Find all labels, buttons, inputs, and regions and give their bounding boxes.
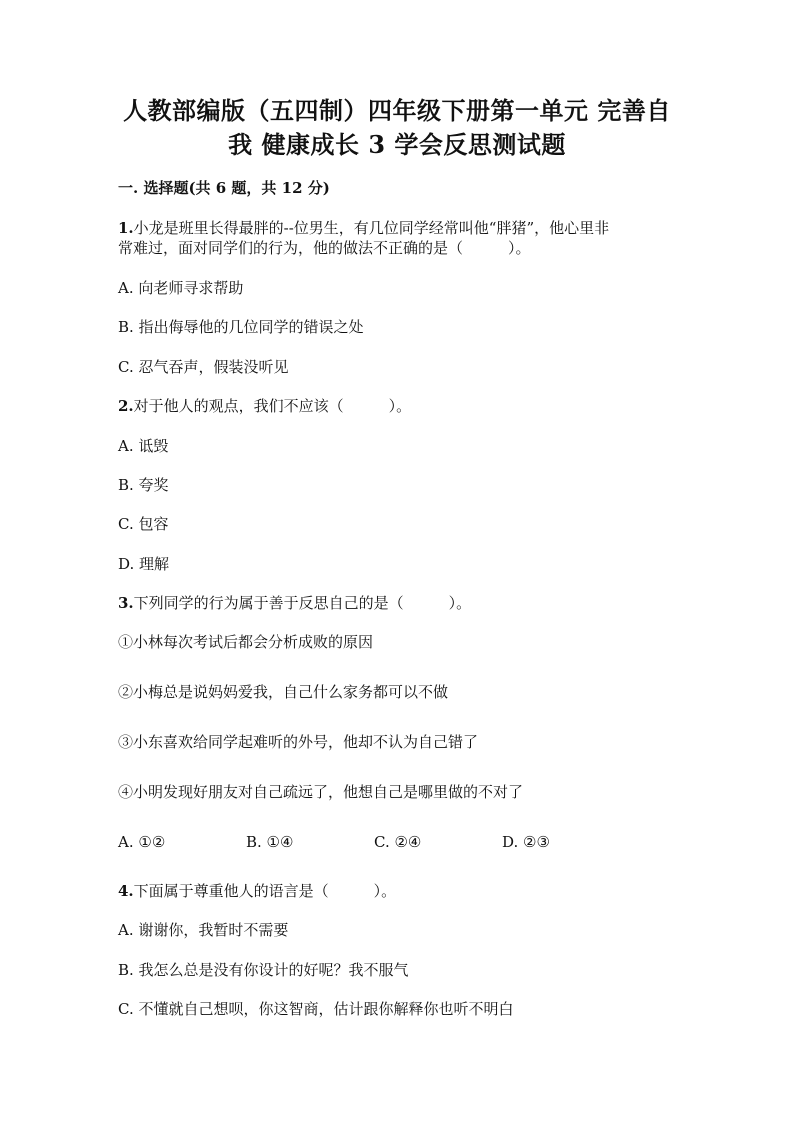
section-heading: 一. 选择题(共 6 题，共 12 分): [118, 179, 330, 197]
question-text: 下面属于尊重他人的语言是（ ）。: [133, 882, 397, 900]
q3-option-c: C. ②④: [374, 833, 422, 851]
page-title-line-1: 人教部编版（五四制）四年级下册第一单元 完善自: [123, 96, 671, 125]
q3-statement-3: ③小东喜欢给同学起难听的外号，他却不认为自己错了: [118, 733, 479, 751]
q1-option-a: A. 向老师寻求帮助: [118, 279, 244, 297]
question-text: 对于他人的观点，我们不应该（ ）。: [133, 397, 412, 415]
q3-options-row: [118, 832, 678, 852]
q3-option-d: D. ②③: [502, 833, 550, 851]
question-text: 下列同学的行为属于善于反思自己的是（ ）。: [133, 594, 472, 612]
q2-option-a: A. 诋毁: [118, 437, 169, 455]
question-1-line-1: [118, 218, 609, 238]
q2-option-b: B. 夸奖: [118, 476, 169, 494]
q3-option-a: A. ①②: [118, 833, 166, 851]
question-number: 2.: [118, 397, 134, 415]
page-title-line-2: 我 健康成长 3 学会反思测试题: [228, 130, 566, 159]
q1-option-b: B. 指出侮辱他的几位同学的错误之处: [118, 318, 364, 336]
q2-option-d: D. 理解: [118, 555, 170, 573]
question-1-line-2: 常难过，面对同学们的行为，他的做法不正确的是（ ）。: [118, 239, 531, 257]
question-number: 4.: [118, 882, 134, 900]
question-number: 3.: [118, 594, 134, 612]
q2-option-c: C. 包容: [118, 515, 169, 533]
q3-statement-2: ②小梅总是说妈妈爱我，自己什么家务都可以不做: [118, 683, 449, 701]
q3-option-b: B. ①④: [246, 833, 294, 851]
question-4-line-1: [118, 881, 396, 901]
q4-option-b: B. 我怎么总是没有你设计的好呢？我不服气: [118, 961, 409, 979]
question-text: 小龙是班里长得最胖的--位男生，有几位同学经常叫他“胖猪”，他心里非: [133, 219, 610, 237]
q4-option-a: A. 谢谢你，我暂时不需要: [118, 921, 289, 939]
question-number: 1.: [118, 219, 134, 237]
q3-statement-1: ①小林每次考试后都会分析成败的原因: [118, 633, 374, 651]
q4-option-c: C. 不懂就自己想呗，你这智商，估计跟你解释你也听不明白: [118, 1000, 514, 1018]
question-2-line-1: [118, 396, 411, 416]
q3-statement-4: ④小明发现好朋友对自己疏远了，他想自己是哪里做的不对了: [118, 783, 524, 801]
question-3-line-1: [118, 593, 471, 613]
q1-option-c: C. 忍气吞声，假装没听见: [118, 358, 289, 376]
